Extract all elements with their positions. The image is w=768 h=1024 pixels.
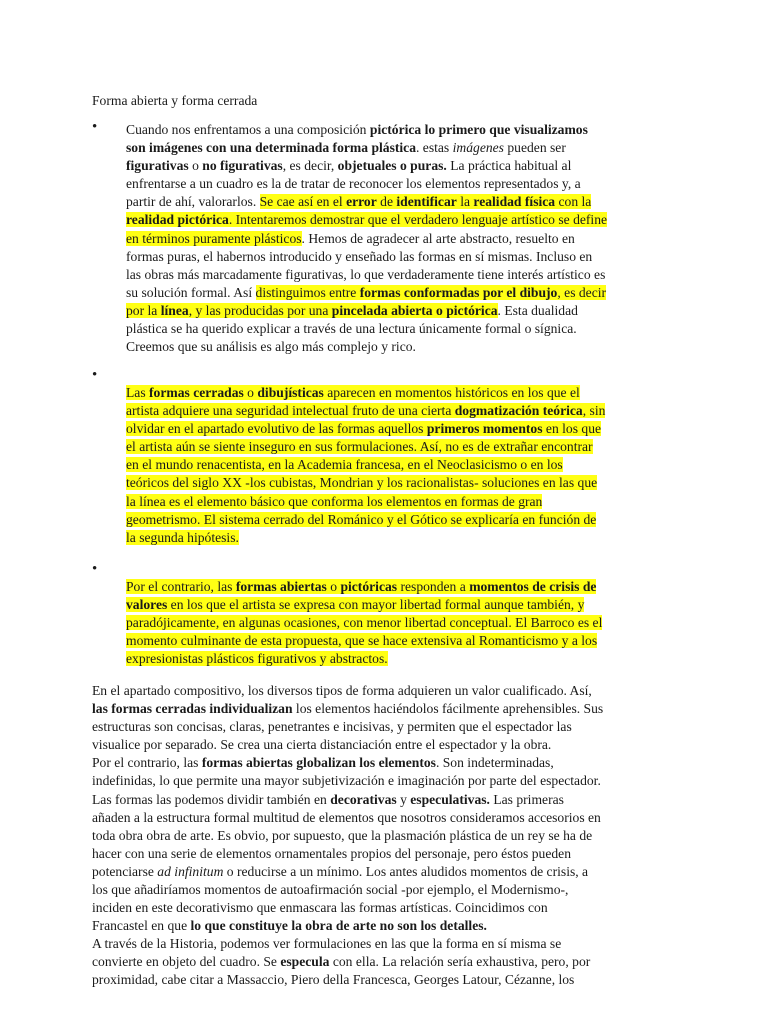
highlighted-text: pictóricas [340,579,398,594]
text-run: convierte en objeto del cuadro. Se [92,954,281,970]
highlighted-text: realidad pictórica [126,212,229,228]
text-run: figurativas [126,158,189,174]
text-run: su solución formal. Así [126,284,256,300]
highlighted-text: o [243,385,258,400]
bullet-marker: • [92,561,98,577]
text-run: lo que constituye la obra de arte no son los detalles. [190,918,487,934]
text-run: . Hemos de agradecer al arte abstracto, resuelto en [301,230,575,246]
text-line [126,211,671,229]
text-line [92,718,676,736]
highlighted-text: con la [555,194,592,210]
text-line [126,175,671,193]
text-line [126,266,671,284]
text-run: . estas [416,140,453,156]
text-line [126,121,671,139]
text-line [126,456,671,474]
text-run: estructuras son concisas, claras, penetrantes e incisivas, y permiten que el espectador las [92,719,572,735]
highlighted-text: momento culminante de esta propuesta, que se hace extensiva al Romanticismo y a los [126,633,598,649]
highlighted-text: formas cerradas [149,385,244,400]
text-run: partir de ahí, valorarlos. [126,194,260,210]
text-run: pueden ser [503,140,566,156]
text-run: o reducirse a un mínimo. Los antes aludidos momentos de crisis, a [223,863,589,879]
highlighted-text: olvidar en el apartado evolutivo de las formas aquellos [126,421,427,437]
text-run: Cuando nos enfrentamos a una composición [126,122,370,137]
highlighted-text: pincelada abierta o pictórica [331,302,498,318]
bullet-paragraph-3 [126,578,671,668]
text-run: Las primeras [489,791,564,807]
text-line [92,809,676,827]
bullet-paragraph-2 [126,384,671,547]
highlighted-text: identificar [396,194,457,210]
text-line [92,881,676,899]
highlighted-text: , y las producidas por una [188,302,332,318]
highlighted-text: distinguimos entre [255,284,360,300]
text-line [126,139,671,157]
text-run: A través de la Historia, podemos ver formulaciones en las que la forma en sí misma se [92,936,562,951]
highlighted-text: paradójicamente, en algunas ocasiones, con menor libertad conceptual. El Barroco es el [126,615,603,631]
bullet-paragraph-1 [126,121,671,356]
highlighted-text: la línea es el elemento básico que conforma los elementos en formas de gran [126,493,543,509]
highlighted-text: teóricos del siglo XX -los cubistas, Mondrian y los racionalistas- soluciones en las que [126,475,598,491]
text-run: inciden en este decorativismo que enmascara las formas artísticas. Coincidimos con [92,900,548,916]
highlighted-text: de [376,194,397,210]
document-title: Forma abierta y forma cerrada [92,93,258,108]
text-run: formas puras, el habernos introducido y enseñado las formas en sí mismas. Incluso en [126,248,593,264]
highlighted-text: o [326,579,341,594]
highlighted-text: la [456,194,474,210]
text-run: especula [280,954,330,970]
text-run: objetuales o puras. [337,158,447,174]
highlighted-text: el artista aún se siente inseguro en sus formulaciones. Así, no es de extrañar encontrar [126,439,593,455]
text-line [126,632,671,650]
text-line [92,863,676,881]
text-line [126,320,671,338]
text-run: decorativas [330,791,397,807]
text-run: . Son indeterminadas, [435,755,554,771]
text-run: los elementos haciéndolos fácilmente aprehensibles. Sus [292,701,604,717]
text-line [92,953,676,971]
highlighted-text: en términos puramente plásticos [126,230,302,246]
text-run: las obras más marcadamente figurativas, lo que verdaderamente tiene interés artístico es [126,266,606,282]
highlighted-text: en el mundo renacentista, en la Academia francesa, en el Neoclasicismo o en los [126,457,563,473]
text-line [126,157,671,175]
highlighted-text: formas abiertas [235,579,327,594]
text-line [126,493,671,511]
highlighted-text: primeros momentos [426,421,543,437]
highlighted-text: Por el contrario, las [126,579,236,594]
highlighted-text: dibujísticas [257,385,324,400]
text-line [92,700,676,718]
text-run: La práctica habitual al [446,158,572,174]
text-run: o [188,158,203,174]
text-run: y [396,791,411,807]
text-run: las formas cerradas individualizan [92,701,293,717]
text-run: pictórica lo primero que visualizamos [369,122,588,137]
text-run: especulativas. [410,791,490,807]
text-run: añaden a la estructura formal multitud de elementos que nosotros consideramos accesorios en [92,809,601,825]
text-line [92,736,676,754]
text-line [126,302,671,320]
text-run: , es decir, [282,158,338,174]
text-run: los que añadiríamos momentos de autoafirmación social -por ejemplo, el Modernismo-, [92,882,569,898]
highlighted-text: la segunda hipótesis. [126,529,239,545]
text-line [126,402,671,420]
text-line [92,971,676,989]
bullet-marker: • [92,119,98,135]
text-run: proximidad, cabe citar a Massaccio, Piero della Francesca, Georges Latour, Cézanne, los [92,972,575,988]
highlighted-text: geometrismo. El sistema cerrado del Románico y el Gótico se explicaría en función de [126,511,597,527]
highlighted-text: Se cae así en el [259,194,347,210]
highlighted-text: dogmatización teórica [454,403,583,419]
text-run: Las formas las podemos dividir también en [92,791,331,807]
text-run: indefinidas, lo que permite una mayor subjetivización e imaginación por parte del espectador. [92,773,601,789]
text-line [92,899,676,917]
text-run: formas abiertas globalizan los elementos [201,755,436,771]
text-line [126,284,671,302]
highlighted-text: . Intentaremos demostrar que el verdadero lenguaje artístico se define [228,212,608,228]
text-line [92,917,676,935]
text-run: plástica se ha querido explicar a través de una lectura únicamente formal o sígnica. [126,321,577,337]
text-run: Francastel en que [92,918,191,934]
highlighted-text: aparecen en momentos históricos en los que el [323,385,580,400]
text-line [92,827,676,845]
text-line [92,772,676,790]
text-run: no figurativas [202,158,283,174]
text-line [126,193,671,211]
text-line [126,248,671,266]
text-line [126,650,671,668]
text-run: ad infinitum [157,863,224,879]
text-run: visualice por separado. Se crea una cierta distanciación entre el espectador y la obra. [92,737,552,753]
text-line [92,682,676,700]
text-run: imágenes [452,140,504,156]
text-run: . Esta dualidad [497,302,578,318]
highlighted-text: responden a [397,579,470,594]
text-line [126,230,671,248]
text-run: toda obra obra de arte. Es obvio, por supuesto, que la plasmación plástica de un rey se ha de [92,827,593,843]
text-line [92,754,676,772]
highlighted-text: en los que [542,421,602,437]
body-paragraph-1 [92,682,676,935]
highlighted-text: valores [126,597,168,613]
text-line [126,474,671,492]
text-line [92,791,676,809]
text-line [126,438,671,456]
text-line [126,596,671,614]
text-line [126,578,671,596]
highlighted-text: error [346,194,377,210]
bullet-marker: • [92,367,98,383]
text-line [126,384,671,402]
highlighted-text: Las [126,385,150,400]
highlighted-text: por la [126,302,161,318]
text-run: En el apartado compositivo, los diversos tipos de forma adquieren un valor cualificado. Así, [92,683,592,698]
highlighted-text: momentos de crisis de [469,579,597,594]
highlighted-text: artista adquiere una seguridad intelectual fruto de una cierta [126,403,455,419]
text-run: con ella. La relación sería exhaustiva, pero, por [329,954,591,970]
highlighted-text: , sin [582,403,606,419]
text-run: son imágenes con una determinada forma plástica [126,140,416,156]
text-run: potenciarse [92,863,158,879]
body-paragraph-2 [92,935,676,989]
highlighted-text: expresionistas plásticos figurativos y abstractos. [126,651,388,667]
highlighted-text: en los que el artista se expresa con mayor libertad formal aunque también, y [167,597,585,613]
text-run: Por el contrario, las [92,755,202,771]
highlighted-text: formas conformadas por el dibujo [359,284,558,300]
text-line [126,511,671,529]
highlighted-text: , es decir [557,284,607,300]
text-run: hacer con una serie de elementos ornamentales propios del personaje, pero éstos pueden [92,845,572,861]
text-run: enfrentarse a un cuadro es la de tratar de reconocer los elementos representados y, a [126,176,581,192]
text-line [92,935,676,953]
text-line [92,845,676,863]
text-run: Creemos que su análisis es algo más complejo y rico. [126,339,416,355]
text-line [126,529,671,547]
text-line [126,338,671,356]
text-line [126,614,671,632]
highlighted-text: realidad física [473,194,556,210]
highlighted-text: línea [160,302,189,318]
text-line [126,420,671,438]
